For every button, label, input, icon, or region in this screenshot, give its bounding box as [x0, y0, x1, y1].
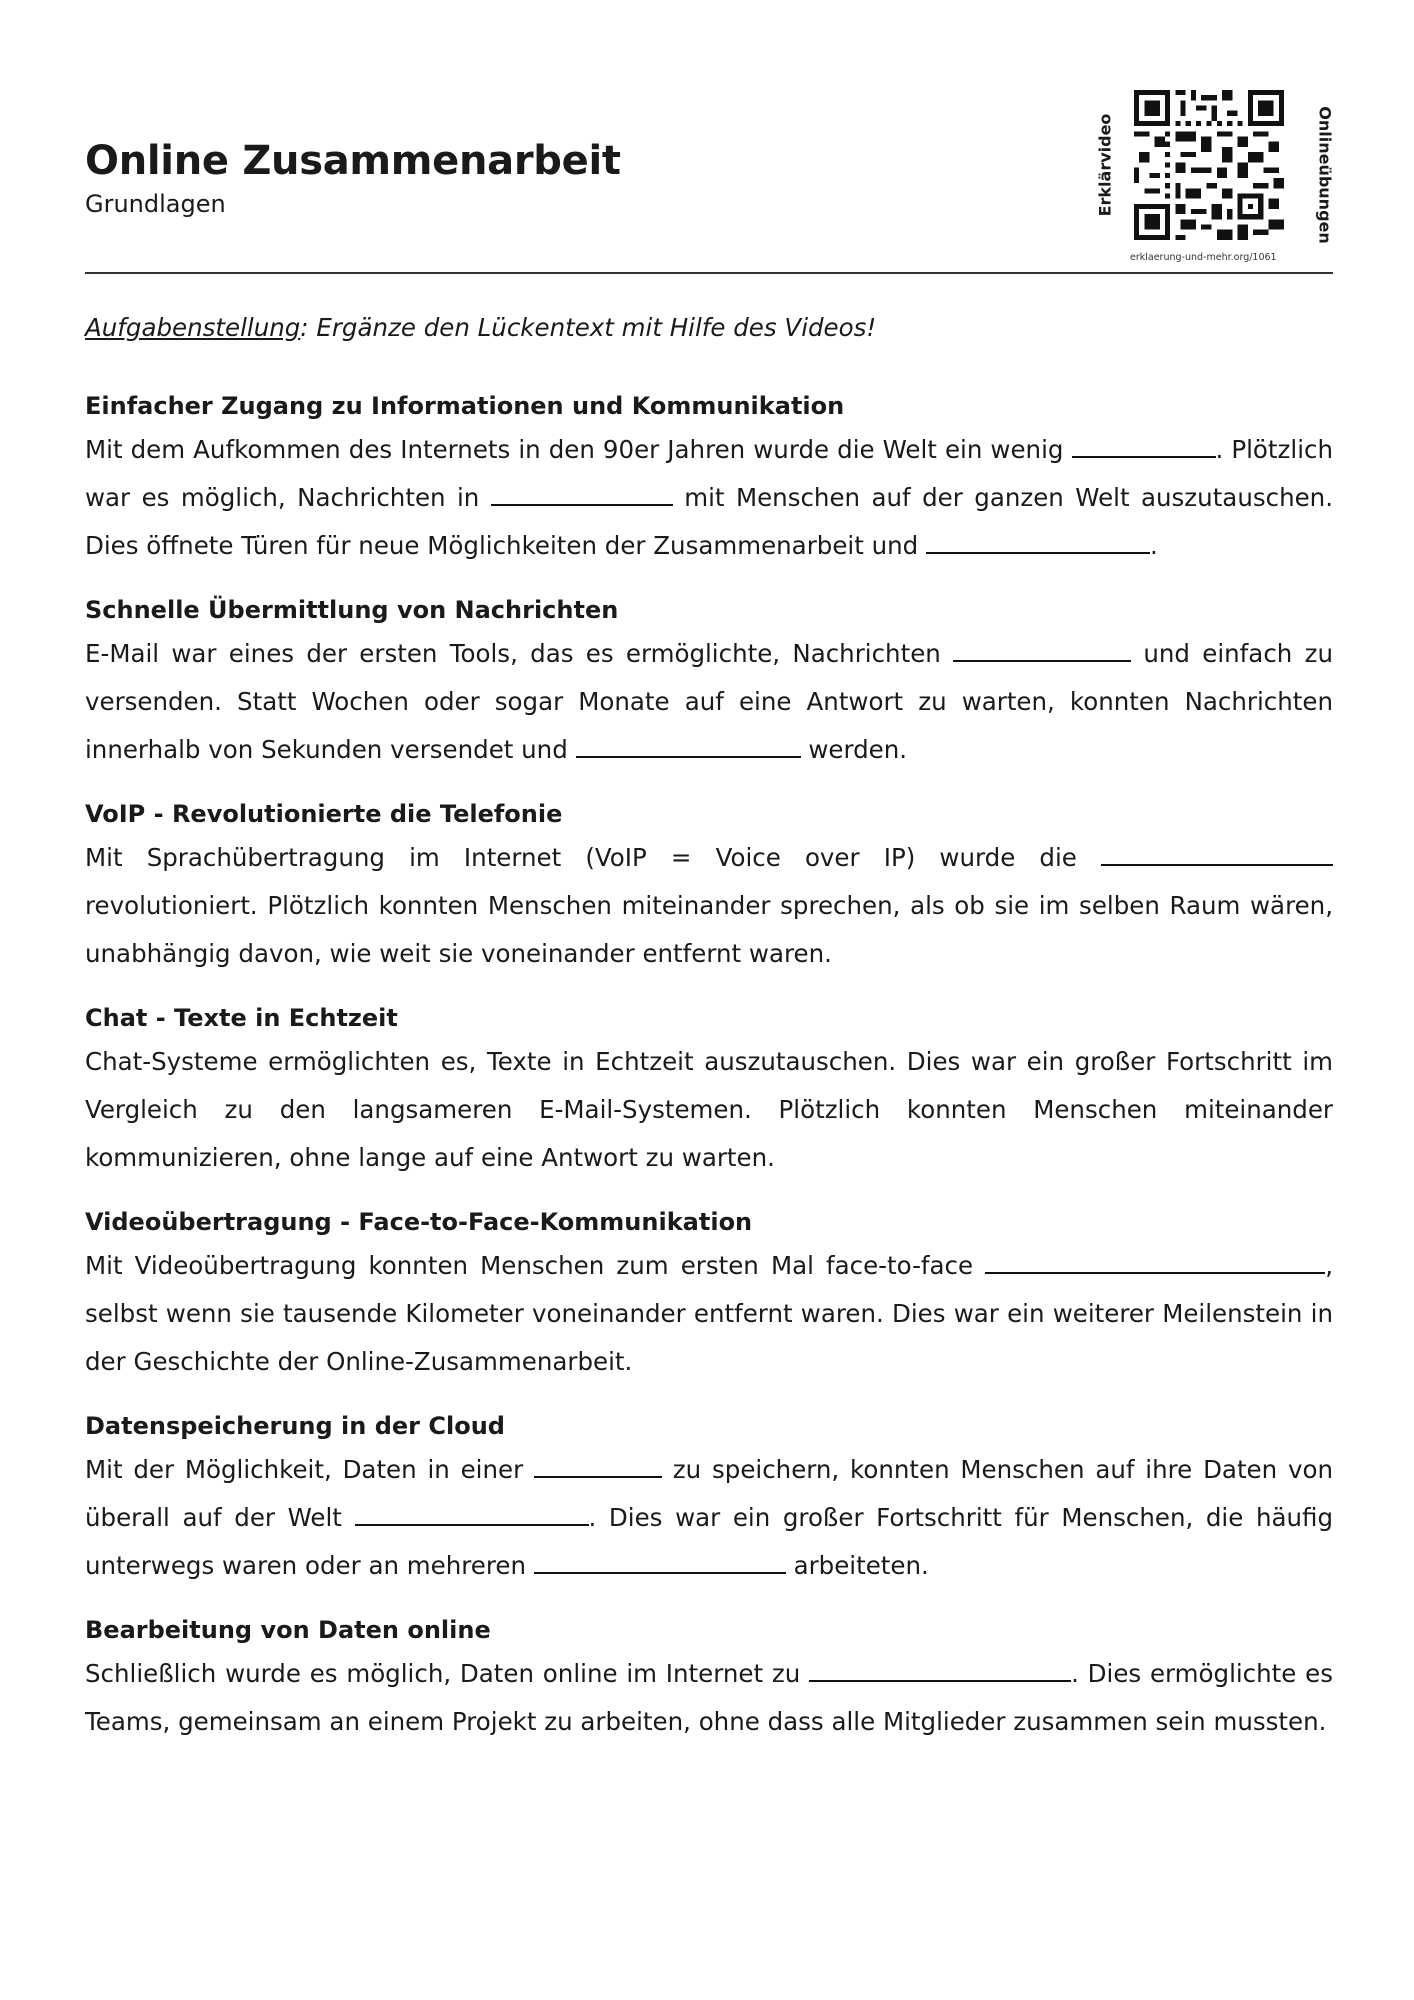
text-segment: zu speichern, konnten Menschen auf ihre Daten von überall auf der Welt	[85, 1455, 1333, 1532]
section-text: Chat-Systeme ermöglichten es, Texte in Echtzeit auszutauschen. Dies war ein großer Fortschritt im Vergleich zu den langsameren E-Mail-Systemen. Plötzlich konnten Menschen miteinander kommunizieren, ohne lange auf eine Antwort zu warten.	[85, 1047, 1333, 1172]
section-chat	[85, 998, 1333, 1182]
gap-blank[interactable]	[1101, 840, 1333, 866]
gap-blank[interactable]	[534, 1452, 662, 1478]
task-label: Aufgabenstellung	[85, 313, 301, 342]
text-segment: . Plötzlich war es möglich, Nachrichten in	[85, 435, 1333, 512]
section-heading: Einfacher Zugang zu Informationen und Kommunikation	[85, 392, 845, 420]
text-segment: Mit Videoübertragung konnten Menschen zum ersten Mal face-to-face	[85, 1251, 986, 1280]
page-subtitle: Grundlagen	[85, 190, 226, 218]
text-segment: werden.	[800, 735, 908, 764]
text-segment: revolutioniert. Plötzlich konnten Menschen miteinander sprechen, als ob sie im selben Raum wären, unabhängig davon, wie weit sie voneinander entfernt waren.	[85, 891, 1333, 968]
page-title: Online Zusammenarbeit	[85, 138, 621, 184]
gap-blank[interactable]	[491, 480, 673, 506]
text-segment: . Dies ermöglichte es Teams, gemeinsam an einem Projekt zu arbeiten, ohne dass alle Mitglieder zusammen sein mussten.	[85, 1659, 1333, 1736]
text-segment: Mit der Möglichkeit, Daten in einer	[85, 1455, 534, 1484]
section-voip	[85, 794, 1333, 978]
section-text	[85, 1650, 1333, 1746]
section-heading: Schnelle Übermittlung von Nachrichten	[85, 596, 619, 624]
gap-blank[interactable]	[576, 732, 801, 758]
section-text	[85, 426, 1333, 570]
text-segment: . Dies war ein großer Fortschritt für Menschen, die häufig unterwegs waren oder an mehreren	[85, 1503, 1333, 1580]
section-nachrichten	[85, 590, 1333, 774]
task-instruction	[85, 308, 1333, 348]
text-segment: , selbst wenn sie tausende Kilometer voneinander entfernt waren. Dies war ein weiterer Meilenstein in der Geschichte der Online-Zusammenarbeit.	[85, 1251, 1333, 1376]
section-heading: VoIP - Revolutionierte die Telefonie	[85, 800, 563, 828]
section-cloud	[85, 1406, 1333, 1590]
text-segment: und einfach zu versenden. Statt Wochen oder sogar Monate auf eine Antwort zu warten, konnten Nachrichten innerhalb von Sekunden versendet und	[85, 639, 1333, 764]
gap-blank[interactable]	[926, 528, 1150, 554]
text-segment: Schließlich wurde es möglich, Daten online im Internet zu	[85, 1659, 810, 1688]
section-heading: Chat - Texte in Echtzeit	[85, 1004, 398, 1032]
section-bearbeitung	[85, 1610, 1333, 1746]
section-heading: Videoübertragung - Face-to-Face-Kommunikation	[85, 1208, 753, 1236]
section-text	[85, 1242, 1333, 1386]
worksheet-body	[85, 308, 1333, 1766]
gap-blank[interactable]	[1072, 432, 1216, 458]
section-zugang	[85, 386, 1333, 570]
task-colon: :	[300, 313, 309, 342]
section-text	[85, 1446, 1333, 1590]
qr-url[interactable]: erklaerung-und-mehr.org/1061	[1130, 252, 1277, 263]
qr-code-block	[1090, 90, 1340, 268]
section-heading: Bearbeitung von Daten online	[85, 1616, 491, 1644]
qr-code-icon[interactable]	[1134, 90, 1284, 240]
section-text	[85, 834, 1333, 978]
section-text	[85, 630, 1333, 774]
gap-blank[interactable]	[953, 636, 1131, 662]
text-segment: .	[1150, 531, 1158, 560]
text-segment: mit Menschen auf der ganzen Welt auszutauschen. Dies öffnete Türen für neue Möglichkeiten der Zusammenarbeit und	[85, 483, 1333, 560]
gap-blank[interactable]	[355, 1500, 589, 1526]
qr-label-right	[1310, 90, 1340, 260]
task-text: Ergänze den Lückentext mit Hilfe des Videos!	[308, 313, 877, 342]
text-segment: E-Mail war eines der ersten Tools, das es ermöglichte, Nachrichten	[85, 639, 954, 668]
text-segment: Mit dem Aufkommen des Internets in den 90er Jahren wurde die Welt ein wenig	[85, 435, 1072, 464]
header-divider	[85, 272, 1333, 274]
text-segment: arbeiteten.	[785, 1551, 929, 1580]
gap-blank[interactable]	[985, 1248, 1325, 1274]
qr-label-left	[1090, 90, 1120, 240]
onlineuebungen-label: Onlineübungen	[1315, 106, 1335, 244]
section-video	[85, 1202, 1333, 1386]
erklaervideo-label: Erklärvideo	[1095, 113, 1115, 217]
text-segment: Mit Sprachübertragung im Internet (VoIP = Voice over IP) wurde die	[85, 843, 1101, 872]
gap-blank[interactable]	[809, 1656, 1071, 1682]
section-heading: Datenspeicherung in der Cloud	[85, 1412, 505, 1440]
gap-blank[interactable]	[534, 1548, 786, 1574]
